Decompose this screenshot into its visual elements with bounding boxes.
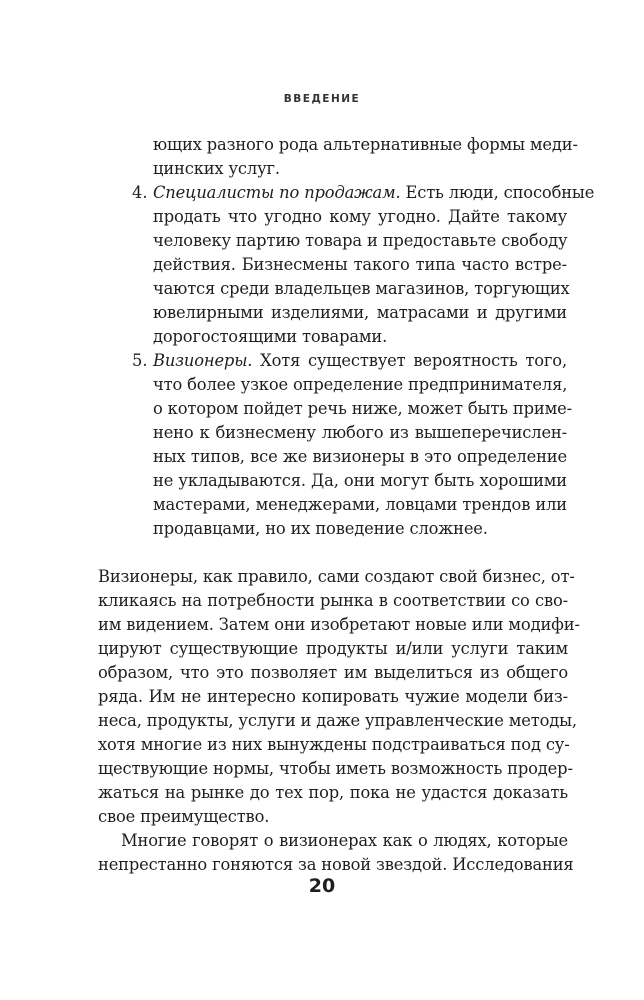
list-item-text: Хотя существует вероятность того,: [252, 351, 567, 370]
running-header: ВВЕДЕНИЕ: [283, 93, 361, 105]
text-line: продать что угодно кому угодно. Дайте такому: [153, 207, 567, 226]
paragraph-line: неса, продукты, услуги и даже управленческие методы,: [98, 711, 577, 730]
list-item-term: Визионеры.: [153, 351, 253, 370]
paragraph-line: Многие говорят о визионерах как о людях, которые: [121, 831, 568, 850]
text-line: ювелирными изделиями, матрасами и другими: [153, 303, 567, 322]
text-line: мастерами, менеджерами, ловцами трендов или: [153, 495, 567, 514]
text-line: что более узкое определение предпринимателя,: [153, 375, 568, 394]
paragraph-line: жаться на рынке до тех пор, пока не удастся доказать: [98, 783, 568, 802]
text-line: нено к бизнесмену любого из вышеперечислен-: [153, 423, 567, 442]
list-item-text: Есть люди, способные: [400, 183, 595, 202]
text-line: цинских услуг.: [153, 159, 280, 178]
page-number: 20: [308, 875, 336, 897]
text-line: ных типов, все же визионеры в это определение: [153, 447, 567, 466]
paragraph-line: хотя многие из них вынуждены подстраиваться под су-: [98, 735, 570, 754]
paragraph-line: ществующие нормы, чтобы иметь возможность продер-: [98, 759, 573, 778]
paragraph-line: кликаясь на потребности рынка в соответствии со сво-: [98, 591, 568, 610]
text-line: чаются среди владельцев магазинов, торгующих: [153, 279, 570, 298]
text-line: действия. Бизнесмены такого типа часто встре-: [153, 255, 567, 274]
paragraph-line: цируют существующие продукты и/или услуги таким: [98, 639, 568, 658]
list-item-first-line: [153, 351, 567, 371]
paragraph-line: ряда. Им не интересно копировать чужие модели биз-: [98, 687, 568, 706]
paragraph-line: свое преимущество.: [98, 807, 270, 826]
paragraph-line: образом, что это позволяет им выделиться из общего: [98, 663, 568, 682]
text-line: человеку партию товара и предоставьте свободу: [153, 231, 568, 250]
paragraph-line: Визионеры, как правило, сами создают свой бизнес, от-: [98, 567, 575, 586]
list-item-first-line: [153, 183, 595, 203]
text-line: ющих разного рода альтернативные формы меди-: [153, 135, 578, 154]
text-line: не укладываются. Да, они могут быть хорошими: [153, 471, 567, 490]
list-item-number: 4.: [132, 183, 148, 202]
list-item-term: Специалисты по продажам.: [153, 183, 401, 202]
text-line: о котором пойдет речь ниже, может быть приме-: [153, 399, 572, 418]
paragraph-line: непрестанно гоняются за новой звездой. Исследования: [98, 855, 574, 874]
paragraph-line: им видением. Затем они изобретают новые или модифи-: [98, 615, 580, 634]
text-line: дорогостоящими товарами.: [153, 327, 388, 346]
text-line: продавцами, но их поведение сложнее.: [153, 519, 488, 538]
list-item-number: 5.: [132, 351, 148, 370]
